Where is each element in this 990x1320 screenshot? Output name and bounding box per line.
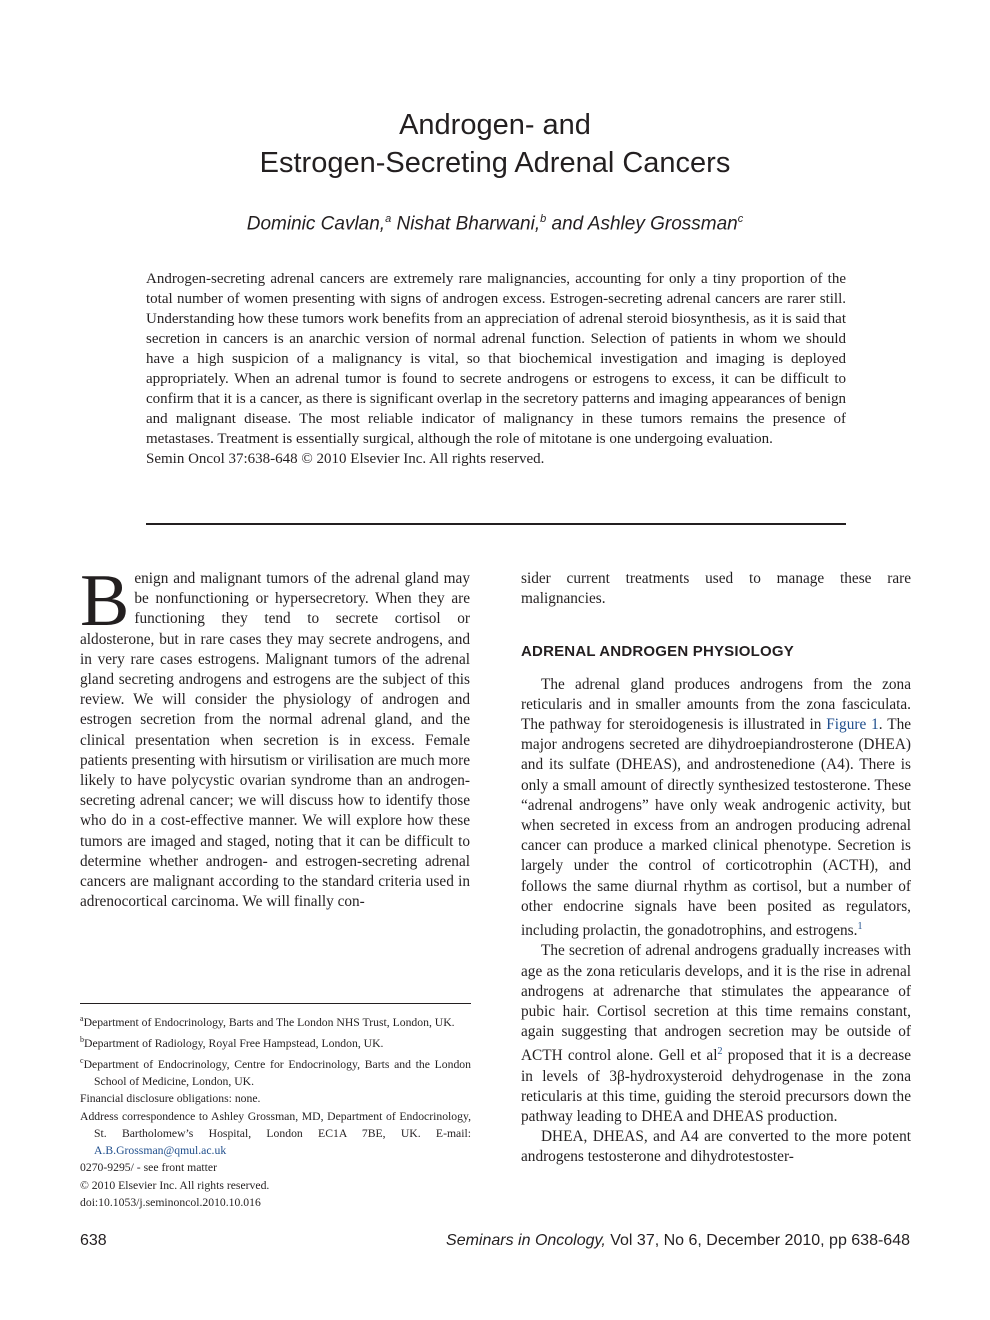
paragraph-1-text-a: The adrenal gland produces androgens from the zona reticularis and in smaller amounts from the zona fasciculata. The pathway for steroidogenesis is illustrated in bbox=[521, 675, 911, 734]
footnote-affiliation-a bbox=[80, 1010, 471, 1031]
footnote-a-marker: a bbox=[80, 1014, 84, 1023]
abstract-text: Androgen-secreting adrenal cancers are extremely rare malignancies, accounting for only a tiny proportion of the total number of women presenting with signs of androgen excess. Estrogen-secreting adrenal cancers are rarer still. Understanding how these tumors work benefits from an appreciation of adrenal steroid biosynthesis, as it is said that secretion in cancers is an anarchic version of normal adrenal function. Selection of patients in whom we should have a high suspicion of a malignancy is vital, so that biochemical investigation and imaging is deployed appropriately. When an adrenal tumor is found to secrete androgens or estrogens to excess, it can be difficult to confirm that it is a cancer, as there is significant overlap in the secretory patterns and imaging appearances of benign and malignant disease. The most reliable indicator of malignancy in these tumors remains the presence of metastases. Treatment is essentially surgical, although the role of mitotane is one undergoing evaluation. bbox=[146, 271, 846, 447]
journal-name: Seminars in Oncology, bbox=[446, 1232, 606, 1249]
reference-2-link[interactable]: 2 bbox=[717, 1046, 723, 1058]
intro-continuation: sider current treatments used to manage these rare malignancies. bbox=[521, 570, 911, 608]
left-column bbox=[80, 560, 470, 912]
footnote-correspondence bbox=[80, 1108, 471, 1160]
intro-text: enign and malignant tumors of the adrenal gland may be nonfunctioning or hypersecretory. When they are functioning they tend to secrete cortisol or aldosterone, but in rare cases they may secrete androgens, and in very rare cases estrogens. Malignant tumors of the adrenal gland secreting androgens and estrogens are the subject of this review. We will consider the physiology of androgen and estrogen secretion from the normal adrenal gland, and the clinical presentation when secretion is in excess. Female patients presenting with hirsutism or virilisation are much more likely to have polycystic ovarian syndrome than an androgen-secreting adrenal cancer; we will discuss how to identify those who do in a cost-effective manner. We will explore how these tumors are imaged and staged, noting that it can be difficult to determine whether androgen- and estrogen-secreting adrenal cancers are malignant according to the standard criteria used in adrenocortical carcinoma. We will finally con- bbox=[80, 570, 470, 911]
title-line-2: Estrogen-Secreting Adrenal Cancers bbox=[259, 147, 731, 179]
footnote-c-marker: c bbox=[80, 1056, 84, 1066]
paragraph-2 bbox=[521, 941, 911, 1127]
abstract-divider bbox=[146, 523, 846, 525]
drop-cap: B bbox=[80, 560, 130, 642]
title-line-1: Androgen- and bbox=[399, 109, 591, 141]
author-1: Dominic Cavlan, bbox=[246, 213, 386, 235]
footnote-doi: doi:10.1053/j.seminoncol.2010.10.016 bbox=[80, 1195, 261, 1209]
author-1-affiliation: a bbox=[385, 213, 392, 225]
footnote-disclosure: Financial disclosure obligations: none. bbox=[80, 1092, 261, 1106]
paragraph-1-text-b: . The major androgens secreted are dihydroepiandrosterone (DHEA) and its sulfate (DHEAS), and androstenedione (A4). There is only a small amount of directly synthesized testosterone. These “adrenal androgens” have only weak androgenic activity, but when secreted in excess from an androgen producing adrenal cancer can produce a marked clinical phenotype. Secretion is largely under the control of corticotrophin (ACTH), and follows the same diurnal rhythm as cortisol, but a number of other endocrine signals have been posited as regulators, including prolactin, the gonadotrophins, and estrogens. bbox=[521, 716, 912, 940]
footnote-b-text: Department of Radiology, Royal Free Hampstead, London, UK. bbox=[84, 1036, 384, 1050]
author-3-affiliation: c bbox=[737, 213, 744, 225]
reference-1-link[interactable]: 1 bbox=[857, 921, 863, 933]
author-2: Nishat Bharwani, bbox=[391, 213, 541, 235]
journal-citation bbox=[446, 1229, 910, 1253]
footnote-c-text: Department of Endocrinology, Centre for Endocrinology, Barts and the London School of Medicine, London, UK. bbox=[83, 1058, 471, 1089]
footnote-affiliation-c bbox=[80, 1052, 471, 1090]
paragraph-3: DHEA, DHEAS, and A4 are converted to the more potent androgens testosterone and dihydrotestoster- bbox=[521, 1128, 911, 1166]
footnote-affiliation-b bbox=[80, 1031, 471, 1052]
footnote-a-text: Department of Endocrinology, Barts and The London NHS Trust, London, UK. bbox=[83, 1015, 455, 1029]
intro-paragraph bbox=[80, 560, 470, 912]
journal-details: Vol 37, No 6, December 2010, pp 638-648 bbox=[605, 1232, 910, 1249]
correspondence-text: Address correspondence to Ashley Grossman, MD, Department of Endocrinology, St. Bartholomew’s Hospital, London EC1A 7BE, UK. E-mail: bbox=[80, 1109, 471, 1140]
right-column bbox=[521, 569, 911, 1168]
paragraph-2-text-b: proposed that it is a decrease in levels of 3β-hydroxysteroid dehydrogenase in the zona reticularis at this time, guiding the steroid precursors down the pathway leading to DHEA and DHEAS production. bbox=[521, 1047, 911, 1126]
paragraph-2-text-a: The secretion of adrenal androgens gradually increases with age as the zona reticularis develops, and it is the rise in adrenal androgens at adrenarche that stimulates the appearance of pubic hair. Cortisol secretion at this time remains constant, again suggesting that androgen secretion may be outside of ACTH control alone. Gell et al bbox=[521, 942, 911, 1065]
figure-1-link[interactable]: Figure 1 bbox=[826, 716, 879, 734]
paragraph-1 bbox=[521, 675, 911, 942]
author-list bbox=[95, 205, 895, 238]
abstract bbox=[146, 269, 846, 469]
footnote-rule bbox=[80, 1003, 471, 1004]
footnote-b-marker: b bbox=[80, 1035, 84, 1045]
abstract-citation: Semin Oncol 37:638-648 © 2010 Elsevier Inc. All rights reserved. bbox=[146, 451, 545, 467]
page-number: 638 bbox=[80, 1232, 107, 1249]
article-title bbox=[95, 106, 895, 182]
footnote-issn: 0270-9295/ - see front matter bbox=[80, 1161, 217, 1175]
footnote-copyright: © 2010 Elsevier Inc. All rights reserved. bbox=[80, 1178, 270, 1192]
author-3: and Ashley Grossman bbox=[546, 213, 738, 235]
section-heading: ADRENAL ANDROGEN PHYSIOLOGY bbox=[521, 643, 794, 661]
author-2-affiliation: b bbox=[540, 213, 547, 225]
email-link[interactable]: A.B.Grossman@qmul.ac.uk bbox=[94, 1144, 227, 1158]
footnotes bbox=[80, 1010, 471, 1211]
